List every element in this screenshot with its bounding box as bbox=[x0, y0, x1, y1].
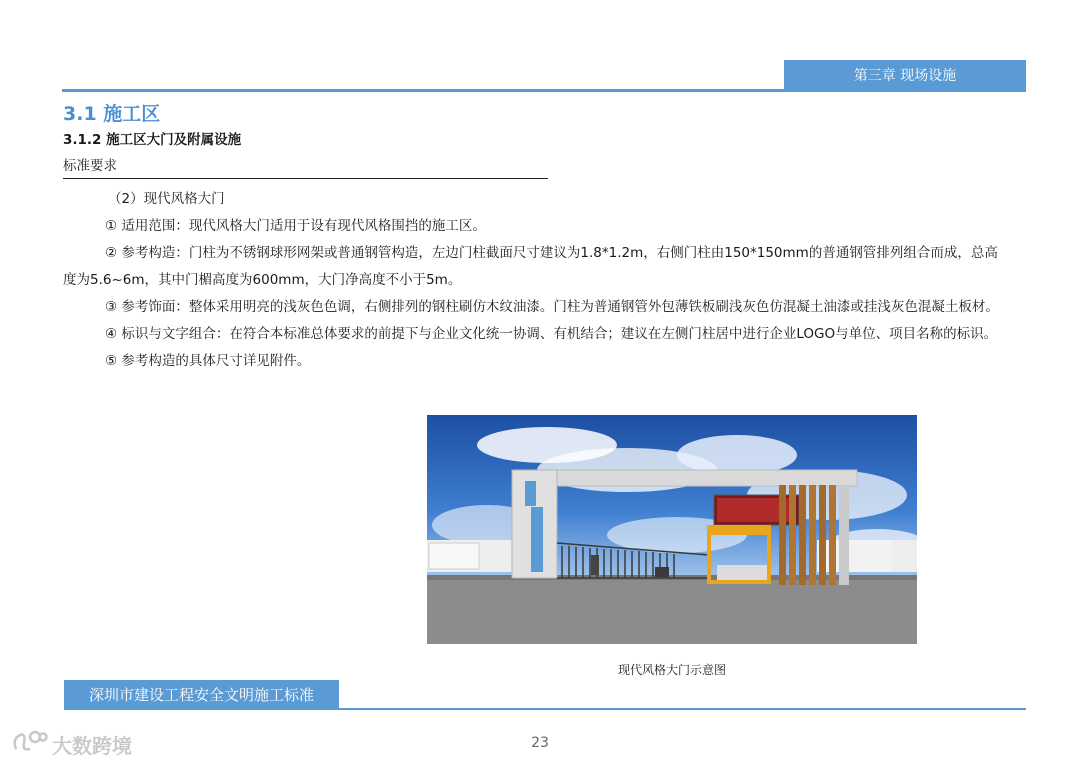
item-finish: ③ 参考饰面：整体采用明亮的浅灰色色调，右侧排列的钢柱刷仿木纹油漆。门柱为普通钢管外包薄铁板刷浅灰色仿混凝土油漆或挂浅灰色混凝土板材。 bbox=[105, 299, 999, 315]
header-divider bbox=[62, 89, 1026, 92]
requirements-divider bbox=[63, 178, 548, 179]
section-title: 3.1 施工区 bbox=[63, 103, 161, 125]
item-scope: ① 适用范围：现代风格大门适用于设有现代风格围挡的施工区。 bbox=[105, 218, 486, 234]
subsection-title: 3.1.2 施工区大门及附属设施 bbox=[63, 132, 242, 148]
item-heading: （2）现代风格大门 bbox=[108, 191, 225, 207]
brand-logo-icon bbox=[10, 729, 48, 760]
requirements-label: 标准要求 bbox=[63, 158, 117, 174]
body-text bbox=[63, 186, 1008, 375]
footer-divider bbox=[64, 708, 1026, 710]
item-structure: ② 参考构造：门柱为不锈钢球形网架或普通钢管构造，左边门柱截面尺寸建议为1.8*1.2m，右侧门柱由150*150mm的普通钢管排列组合而成，总高度为5.6~6m，其中门楣高度为600mm，大门净高度不小于5m。 bbox=[63, 245, 998, 288]
watermark bbox=[10, 729, 132, 760]
figure-caption: 现代风格大门示意图 bbox=[617, 663, 726, 677]
footer-title: 深圳市建设工程安全文明施工标准 bbox=[64, 680, 339, 708]
item-signage: ④ 标识与文字组合：在符合本标准总体要求的前提下与企业文化统一协调、有机结合；建议在左侧门柱居中进行企业LOGO与单位、项目名称的标识。 bbox=[105, 326, 998, 342]
page-number: 23 bbox=[531, 735, 549, 751]
item-dimensions: ⑤ 参考构造的具体尺寸详见附件。 bbox=[105, 353, 311, 369]
gate-illustration bbox=[427, 415, 917, 644]
watermark-text: 大数跨境 bbox=[52, 734, 132, 758]
chapter-tab: 第三章 现场设施 bbox=[784, 60, 1026, 89]
